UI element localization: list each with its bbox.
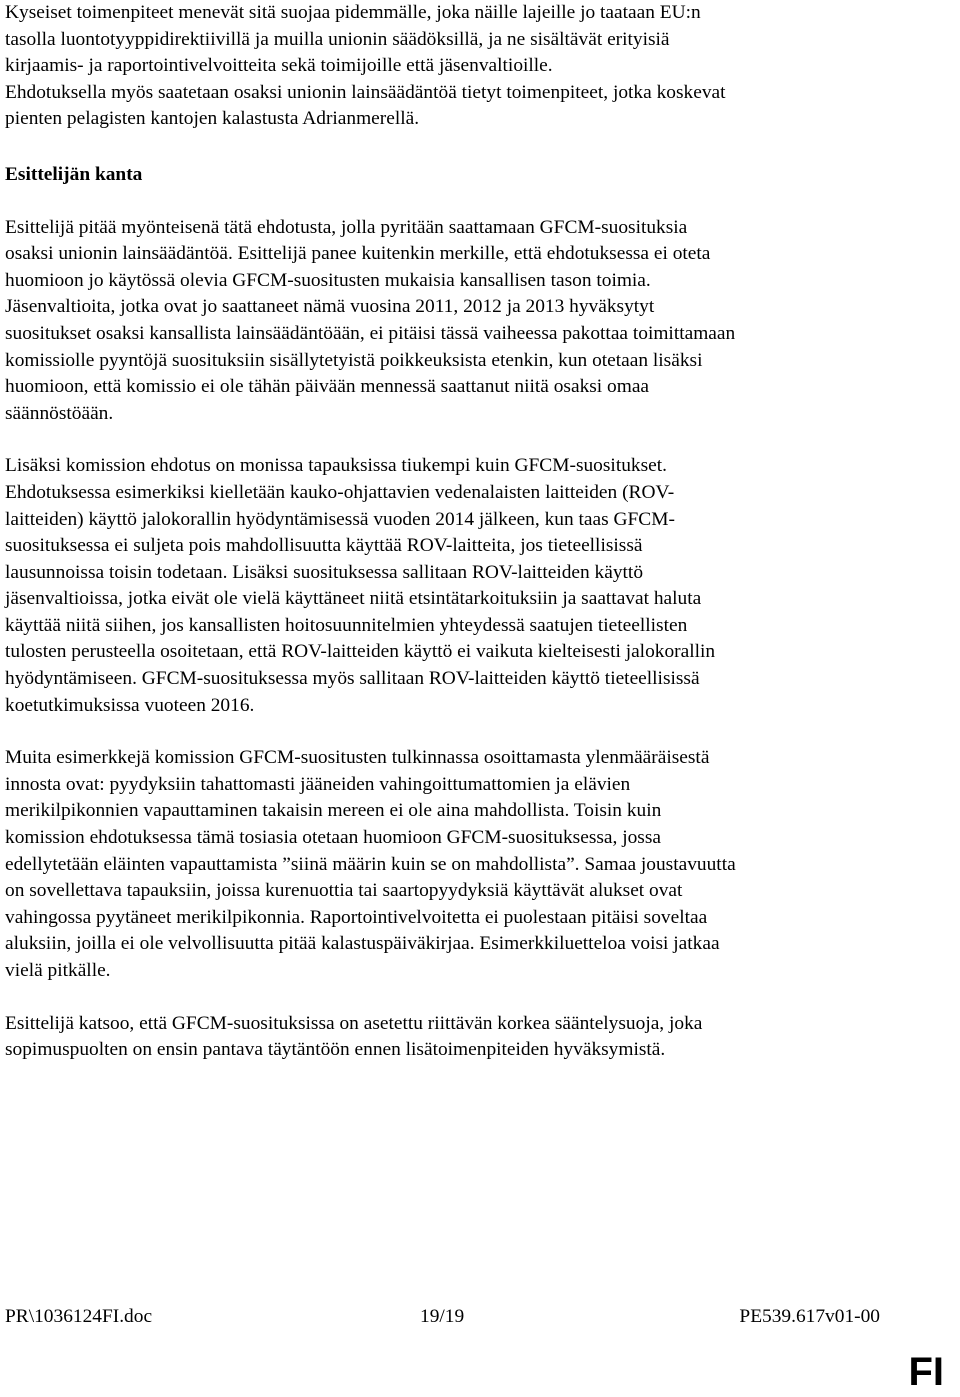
body-paragraph-1: Esittelijä pitää myönteisenä tätä ehdotusta, jolla pyritään saattamaan GFCM-suosituksia osaksi unionin lainsäädäntöä. Esittelijä panee kuitenkin merkille, että ehdotuksessa ei oteta huomioon jo käytössä olevia GFCM-suositusten mukaisia kansallisen tason toimia. Jäsenvaltioita, jotka ovat jo saattaneet nämä vuosina 2011, 2012 ja 2013 hyväksytyt suositukset osaksi kansallista lainsäädäntöään, ei pitäisi tässä vaiheessa pakottaa toimittamaan komissiolle pyyntöjä suosituksiin sisällytetyistä poikkeuksista etenkin, kun otetaan lisäksi huomioon, että komissio ei ole tähän päivään mennessä saattanut niitä osaksi omaa säännöstöään. xyxy=(5,216,736,424)
footer-page-number: 19/19 xyxy=(420,1306,465,1327)
footer-pe-ref: PE539.617v01-00 xyxy=(739,1306,880,1327)
body-paragraph-3: Muita esimerkkejä komission GFCM-suositusten tulkinnassa osoittamasta ylenmääräisestä innosta ovat: pyydyksiin tahattomasti jääneiden vahingoittumattomien ja elävien merikilpikonnien vapauttaminen takaisin mereen ei ole aina mahdollista. Toisin kuin komission ehdotuksessa tämä tosiasia otetaan huomioon GFCM-suosituksessa, jossa edellytetään eläinten vapauttamista ”siinä määrin kuin se on mahdollista”. Samaa joustavuutta on sovellettava tapauksiin, joissa kurenuottia tai saartopyydyksiä käyttävät alukset ovat vahingossa pyytäneet merikilpikonnia. Raportointivelvoitetta ei puolestaan pitäisi soveltaa aluksiin, joilla ei ole velvollisuutta pitää kalastuspäiväkirjaa. Esimerkkiluetteloa voisi jatkaa vielä pitkälle. xyxy=(5,747,736,981)
body-paragraph-2: Lisäksi komission ehdotus on monissa tapauksissa tiukempi kuin GFCM-suositukset. Ehdotuksessa esimerkiksi kielletään kauko-ohjattavien vedenalaisten laitteiden (ROV- laitteiden) käyttö jalokorallin hyödyntämisessä vuoden 2014 jälkeen, kun taas GFCM- suosituksessa ei suljeta pois mahdollisuutta käyttää ROV-laitteita, jos tieteellisissä lausunnoissa toisin todetaan. Lisäksi suosituksessa sallitaan ROV-laitteiden käyttö jäsenvaltioissa, jotka eivät ole vielä käyttäneet niitä etsintätarkoituksiin ja saattavat haluta käyttää niitä siihen, jos kansallisten hoitosuunnitelmien yhteydessä saatujen tieteellisten tulosten perusteella osoitetaan, että ROV-laitteiden käyttö ei vaikuta kielteisesti jalokorallin hyödyntämiseen. GFCM-suosituksessa myös sallitaan ROV-laitteiden käyttö tieteellisissä koetutkimuksissa vuoteen 2016. xyxy=(5,455,716,716)
document-body xyxy=(5,0,955,1064)
page-footer xyxy=(5,1305,880,1329)
language-code: FI xyxy=(908,1350,944,1394)
footer-doc-ref: PR\1036124FI.doc xyxy=(5,1306,153,1327)
intro-paragraph: Kyseiset toimenpiteet menevät sitä suojaa pidemmälle, joka näille lajeille jo taataan EU:n tasolla luontotyyppidirektiivillä ja muilla unionin säädöksillä, ja ne sisältävät erityisiä kirjaamis- ja raportointivelvoitteita sekä toimijoille että jäsenvaltioille. Ehdotuksella myös saatetaan osaksi unionin lainsäädäntöä tietyt toimenpiteet, jotka koskevat pienten pelagisten kantojen kalastusta Adrianmerellä. xyxy=(5,2,726,130)
body-paragraph-4: Esittelijä katsoo, että GFCM-suosituksissa on asetettu riittävän korkea sääntelysuoja, joka sopimuspuolten on ensin pantava täytäntöön ennen lisätoimenpiteiden hyväksymistä. xyxy=(5,1012,703,1061)
section-heading: Esittelijän kanta xyxy=(5,163,143,185)
